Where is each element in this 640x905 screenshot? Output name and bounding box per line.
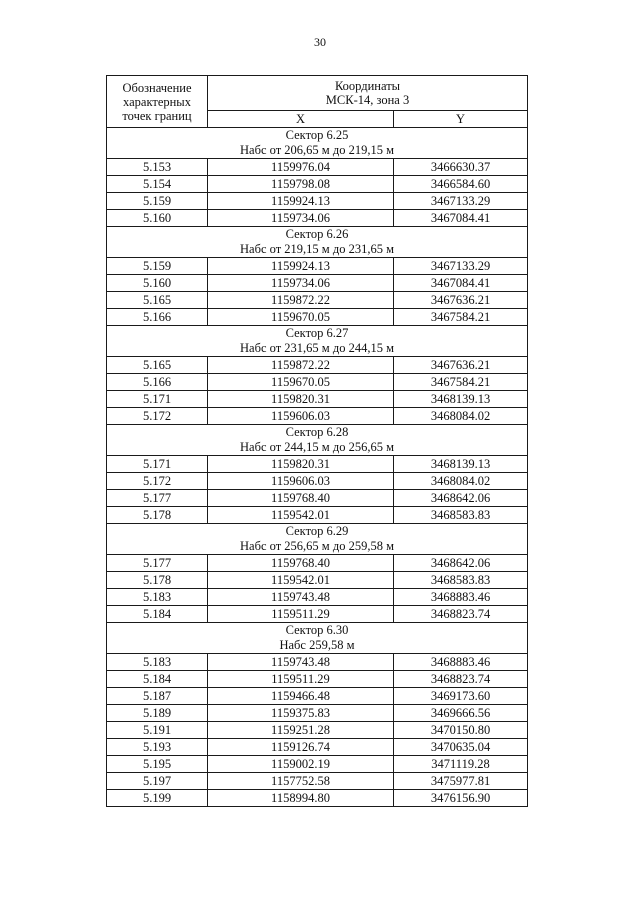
x-cell: 1159820.31 <box>208 391 394 408</box>
point-cell: 5.177 <box>107 555 208 572</box>
y-cell: 3466584.60 <box>394 176 528 193</box>
table-row <box>107 589 528 606</box>
table-row <box>107 688 528 705</box>
y-cell: 3468883.46 <box>394 654 528 671</box>
x-cell: 1159924.13 <box>208 258 394 275</box>
coordinates-title: Координаты <box>334 79 401 93</box>
x-cell: 1159542.01 <box>208 572 394 589</box>
y-cell: 3468642.06 <box>394 555 528 572</box>
x-cell: 1159820.31 <box>208 456 394 473</box>
table-row <box>107 275 528 292</box>
table-row <box>107 756 528 773</box>
sector-title: Сектор 6.29 <box>285 524 349 538</box>
y-cell: 3466630.37 <box>394 159 528 176</box>
point-cell: 5.171 <box>107 456 208 473</box>
sector-title: Сектор 6.27 <box>285 326 349 340</box>
sector-header-row <box>107 425 528 456</box>
y-cell: 3468583.83 <box>394 507 528 524</box>
point-cell: 5.159 <box>107 193 208 210</box>
point-label-header <box>107 76 208 128</box>
point-cell: 5.172 <box>107 473 208 490</box>
table-row <box>107 292 528 309</box>
table-row <box>107 193 528 210</box>
table-row <box>107 555 528 572</box>
point-cell: 5.195 <box>107 756 208 773</box>
x-cell: 1159768.40 <box>208 490 394 507</box>
sector-title: Сектор 6.30 <box>285 623 349 637</box>
point-cell: 5.165 <box>107 292 208 309</box>
y-cell: 3470635.04 <box>394 739 528 756</box>
y-cell: 3476156.90 <box>394 790 528 807</box>
x-cell: 1158994.80 <box>208 790 394 807</box>
table-row <box>107 309 528 326</box>
coordinates-table <box>106 75 528 807</box>
y-cell: 3467133.29 <box>394 258 528 275</box>
sector-header-cell <box>107 524 528 555</box>
point-cell: 5.159 <box>107 258 208 275</box>
y-cell: 3475977.81 <box>394 773 528 790</box>
table-body <box>107 128 528 807</box>
sector-subtitle: Набс 259,58 м <box>279 638 355 652</box>
table-row <box>107 176 528 193</box>
x-cell: 1159976.04 <box>208 159 394 176</box>
table-row <box>107 739 528 756</box>
y-cell: 3471119.28 <box>394 756 528 773</box>
table-row <box>107 490 528 507</box>
x-cell: 1159606.03 <box>208 408 394 425</box>
y-cell: 3467584.21 <box>394 309 528 326</box>
sector-title: Сектор 6.26 <box>285 227 349 241</box>
x-cell: 1159924.13 <box>208 193 394 210</box>
point-cell: 5.172 <box>107 408 208 425</box>
y-cell: 3467084.41 <box>394 210 528 227</box>
x-cell: 1159002.19 <box>208 756 394 773</box>
x-cell: 1159126.74 <box>208 739 394 756</box>
x-cell: 1159511.29 <box>208 671 394 688</box>
table-row <box>107 671 528 688</box>
point-cell: 5.189 <box>107 705 208 722</box>
sector-header-cell <box>107 227 528 258</box>
point-cell: 5.193 <box>107 739 208 756</box>
point-cell: 5.171 <box>107 391 208 408</box>
sector-header-row <box>107 524 528 555</box>
sector-header-cell <box>107 128 528 159</box>
table-row <box>107 357 528 374</box>
y-cell: 3468823.74 <box>394 671 528 688</box>
sector-subtitle: Набс от 219,15 м до 231,65 м <box>240 242 394 256</box>
x-cell: 1159251.28 <box>208 722 394 739</box>
point-cell: 5.197 <box>107 773 208 790</box>
table-row <box>107 507 528 524</box>
y-header: Y <box>394 111 528 128</box>
point-cell: 5.154 <box>107 176 208 193</box>
table-row <box>107 408 528 425</box>
y-cell: 3468642.06 <box>394 490 528 507</box>
sector-title: Сектор 6.25 <box>285 128 349 142</box>
x-cell: 1159768.40 <box>208 555 394 572</box>
x-cell: 1159466.48 <box>208 688 394 705</box>
point-cell: 5.191 <box>107 722 208 739</box>
point-label-line-1: Обозначение <box>122 80 192 95</box>
sector-subtitle: Набс от 206,65 м до 219,15 м <box>240 143 394 157</box>
x-cell: 1159734.06 <box>208 275 394 292</box>
table-row <box>107 210 528 227</box>
point-cell: 5.199 <box>107 790 208 807</box>
point-cell: 5.165 <box>107 357 208 374</box>
x-cell: 1159872.22 <box>208 357 394 374</box>
y-cell: 3467084.41 <box>394 275 528 292</box>
point-cell: 5.187 <box>107 688 208 705</box>
table-row <box>107 722 528 739</box>
sector-subtitle: Набс от 231,65 м до 244,15 м <box>240 341 394 355</box>
point-cell: 5.184 <box>107 671 208 688</box>
y-cell: 3468583.83 <box>394 572 528 589</box>
y-cell: 3467636.21 <box>394 292 528 309</box>
table-row <box>107 374 528 391</box>
point-cell: 5.160 <box>107 210 208 227</box>
sector-title: Сектор 6.28 <box>285 425 349 439</box>
sector-header-row <box>107 128 528 159</box>
coordinates-header <box>208 76 528 111</box>
table-row <box>107 773 528 790</box>
table-row <box>107 258 528 275</box>
point-cell: 5.153 <box>107 159 208 176</box>
y-cell: 3469666.56 <box>394 705 528 722</box>
table-row <box>107 705 528 722</box>
y-cell: 3468084.02 <box>394 408 528 425</box>
y-cell: 3469173.60 <box>394 688 528 705</box>
x-cell: 1159511.29 <box>208 606 394 623</box>
x-cell: 1159743.48 <box>208 654 394 671</box>
x-header: X <box>208 111 394 128</box>
point-cell: 5.184 <box>107 606 208 623</box>
point-label-line-3: точек границ <box>122 108 192 123</box>
table-row <box>107 473 528 490</box>
y-cell: 3468139.13 <box>394 456 528 473</box>
y-cell: 3467636.21 <box>394 357 528 374</box>
table-row <box>107 654 528 671</box>
point-label-line-2: характерных <box>123 94 191 109</box>
x-cell: 1159798.08 <box>208 176 394 193</box>
table-row <box>107 606 528 623</box>
y-cell: 3470150.80 <box>394 722 528 739</box>
point-cell: 5.183 <box>107 654 208 671</box>
point-cell: 5.183 <box>107 589 208 606</box>
y-cell: 3468883.46 <box>394 589 528 606</box>
point-cell: 5.177 <box>107 490 208 507</box>
point-cell: 5.166 <box>107 309 208 326</box>
point-cell: 5.178 <box>107 507 208 524</box>
x-cell: 1159734.06 <box>208 210 394 227</box>
sector-header-row <box>107 227 528 258</box>
y-cell: 3468139.13 <box>394 391 528 408</box>
table-row <box>107 159 528 176</box>
x-cell: 1159670.05 <box>208 309 394 326</box>
page-number: 30 <box>314 35 326 49</box>
sector-header-cell <box>107 326 528 357</box>
table-row <box>107 790 528 807</box>
sector-header-row <box>107 326 528 357</box>
coordinates-system: МСК-14, зона 3 <box>325 93 410 107</box>
point-cell: 5.166 <box>107 374 208 391</box>
point-cell: 5.178 <box>107 572 208 589</box>
x-cell: 1159606.03 <box>208 473 394 490</box>
sector-subtitle: Набс от 256,65 м до 259,58 м <box>240 539 394 553</box>
sector-subtitle: Набс от 244,15 м до 256,65 м <box>240 440 394 454</box>
x-cell: 1159743.48 <box>208 589 394 606</box>
x-cell: 1157752.58 <box>208 773 394 790</box>
table-row <box>107 456 528 473</box>
x-cell: 1159542.01 <box>208 507 394 524</box>
y-cell: 3467584.21 <box>394 374 528 391</box>
y-cell: 3468084.02 <box>394 473 528 490</box>
x-cell: 1159375.83 <box>208 705 394 722</box>
y-cell: 3467133.29 <box>394 193 528 210</box>
sector-header-cell <box>107 425 528 456</box>
y-cell: 3468823.74 <box>394 606 528 623</box>
point-cell: 5.160 <box>107 275 208 292</box>
table-row <box>107 391 528 408</box>
sector-header-row <box>107 623 528 654</box>
x-cell: 1159670.05 <box>208 374 394 391</box>
x-cell: 1159872.22 <box>208 292 394 309</box>
table-row <box>107 572 528 589</box>
sector-header-cell <box>107 623 528 654</box>
